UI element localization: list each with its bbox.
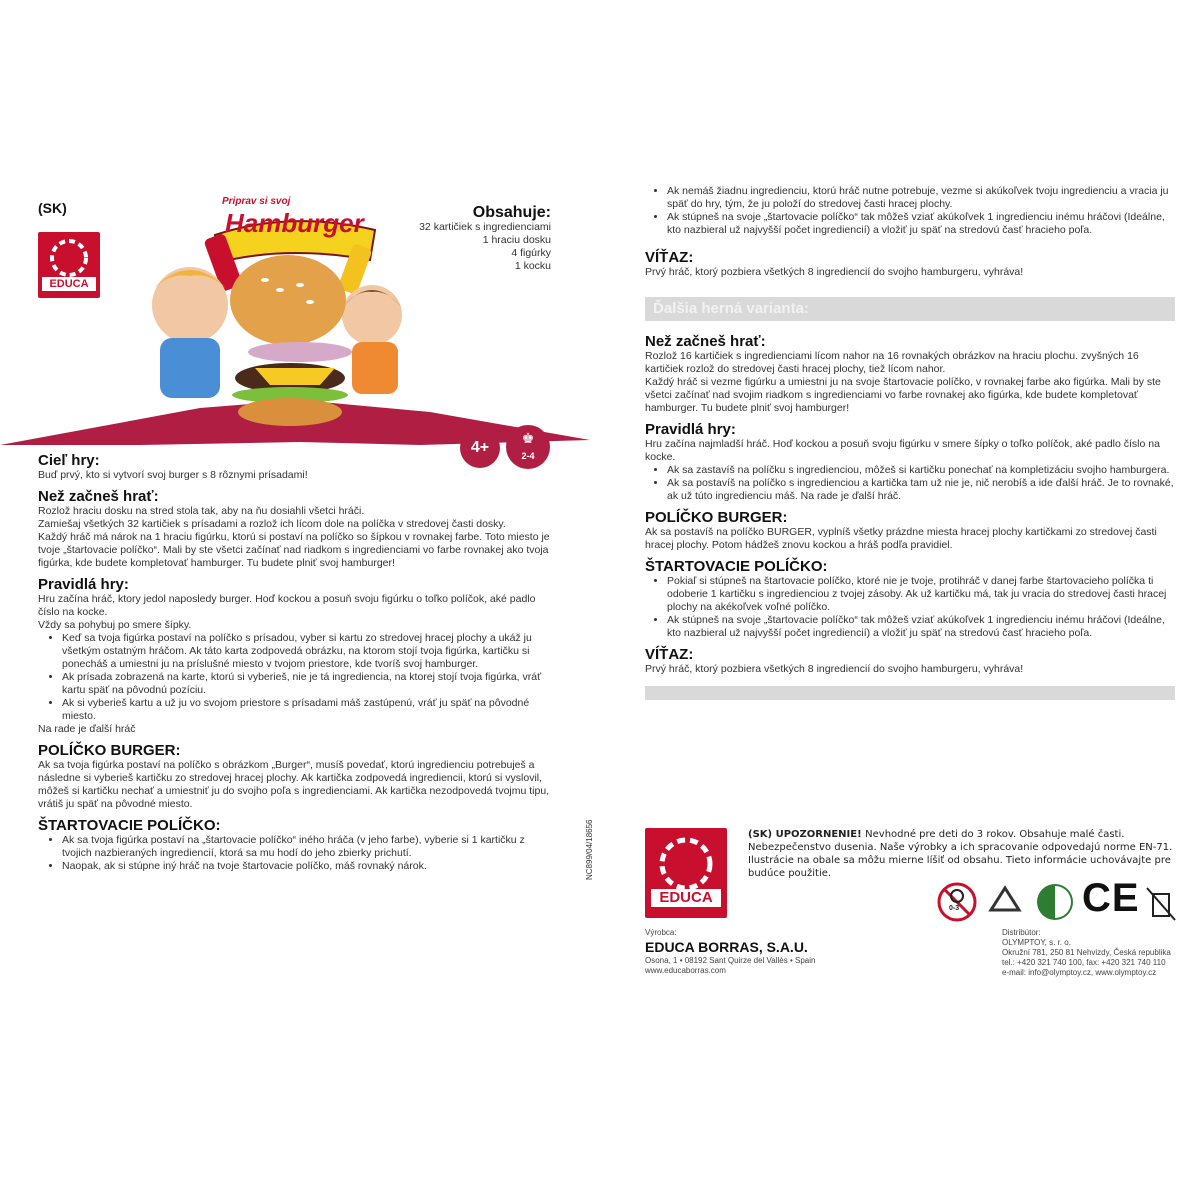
variant-start-title: ŠTARTOVACIE POLÍČKO: [645,558,828,575]
left-rules [38,452,550,873]
variant-winner-text: Prvý hráč, ktorý pozbiera všetkých 8 ingrediencií do svojho hamburgeru, vyhráva! [645,663,1024,675]
variant-before-text: Rozlož 16 kartičiek s ingredienciami lícom nahor na 16 rovnakých obrázkov na hraciu plochu. zvyšných 16 kartičiek rozlož do stredovej časti hracej plochy, tiež lícom nahor. Každý hráč si vezme figúrku a umiestni ju na svoje štartovacie políčko, v rovnakej farbe ako figúrka. Mali by ste všetci začínať nad svojim riadkom s ingredienciami vo farbe rovnakej ako figúrka, kde budete kompletovať hamburger. Tu budete plniť svoj hamburger! [645,350,1161,414]
product-code: NC899/04/18656 [585,819,594,880]
variant-burger-title: POLÍČKO BURGER: [645,509,788,526]
start-field-item: • Ak sa tvoja figúrka postaví na „štartovacie políčko“ iného hráča (v jeho farbe), vyberie si 1 kartičku z tvojich nazbieraných ingrediencií, ktorá sa mu hodí do jeho zbierky prichutí. [62,834,550,860]
game-subtitle: Priprav si svoj [222,196,291,207]
variant-burger-text: Ak sa postavíš na políčko BURGER, vyplníš všetky prázdne miesta hracej plochy kartičkami zo stredovej časti hracej plochy. Potom hádžeš znovu kockou a hráš podľa pravidiel. [645,526,1157,551]
contents-item: 4 figúrky [511,247,551,259]
girl-shirt [352,342,398,394]
variant-start-item: • Pokiaľ si stúpneš na štartovacie políčko, ktoré nie je tvoje, protihráč v danej farbe štartovacieho políčka ti odoberie 1 kartičku s ingredienciou z tvojej zásoby. Ak už kartičku má, tak ju vracia do stredovej časti hracej plochy na akékoľvek voľné políčko. [667,575,1175,614]
recycle-icon [991,888,1019,910]
ce-mark: CE [1082,876,1140,920]
start-field-list [38,834,550,873]
continued-item: • Ak stúpneš na svoje „štartovacie políčko“ tak môžeš vziať akúkoľvek 1 ingredienciu inému hráčovi (Ideálne, kto nazbieral už najvyšší počet ingrediencií) a vložiť ju späť na stredovú časť hracieho poľa. [667,211,1175,237]
safety-icons [935,880,1180,928]
variant-rules-item: • Ak sa zastavíš na políčku s ingredienciou, môžeš si kartičku ponechať na kompletizáciu svojho hamburgera. [667,464,1175,477]
variant-start-item: • Ak stúpneš na svoje „štartovacie políčko“ tak môžeš vziať akúkoľvek 1 ingredienciu inému hráčovi (Ideálne, kto nazbieral už najvyšší počet ingrediencií) a vložiť ju späť na stredovú časť hracieho poľa. [667,614,1175,640]
age-badge-text: 4+ [470,439,490,456]
contents-title: Obsahuje: [472,204,551,221]
distributor [1002,928,1182,978]
dist-phone: tel.: +420 321 740 100, fax: +420 321 740 110 [1002,958,1166,967]
right-page [645,185,1175,700]
educa-logo-bottom-text: EDUCA [659,889,713,906]
dist-address: Okružní 781, 250 81 Nehvizdy, Česká republika [1002,948,1171,957]
continued-item: • Ak nemáš žiadnu ingredienciu, ktorú hráč nutne potrebuje, vezme si akúkoľvek tvoju ingredienciu a vracia ju späť do hry, tým, že ju položí do stredovej časti hracej plochy. [667,185,1175,211]
rules-intro: Hru začína hráč, ktory jedol naposledy burger. Hoď kockou a posuň svoju figúrku o toľko políčok, aké padlo číslo na kocke. Vždy sa pohybuj po smere šípky. [38,593,536,631]
players-badge-text: 2-4 [521,451,535,461]
lang-code: (SK) [38,200,67,216]
burger-field-text: Ak sa tvoja figúrka postaví na políčko s obrázkom „Burger“, musíš povedať, ktorú ingredienciu potrebuješ a následne si vyberieš kartičku zo stredovej hracej plochy. Ak kartička zodpovedá ingrediencii, ktorú si vyslovil, môžeš si kartičku nechať a umiestniť ju do svojho poľa s ingredienciami. Ak kartička nezodpovedá tvojmu tipu, vrátiš ju späť na pôvodné miesto. [38,759,550,810]
green-dot-icon [1037,884,1073,920]
age-warning-label: 0-3 [949,905,960,912]
warning-lang: (SK) [748,829,773,840]
warning-text: Nevhodné pre deti do 3 rokov. Obsahuje malé časti. Nebezpečenstvo dusenia. Naše výrobky a ich spracovanie odpovedajú norme EN-71. Ilustrácie na obale sa môžu mierne líšiť od obsahu. Tieto informácie uchovávajte pre budúce použitie. [748,829,1173,879]
variant-before-title: Než začneš hrať: [645,333,766,350]
variant-rules-title: Pravidlá hry: [645,421,736,438]
before-text: Rozlož hraciu dosku na stred stola tak, aby na ňu dosiahli všetci hráči. Zamiešaj všetkých 32 kartičiek s prísadami a rozlož ich lícom dole na políčka v stredovej časti dosky. Každý hráč má nárok na 1 hraciu figúrku, ktorú si postaví na políčko so šípkou v rovnakej farbe. Toto miesto je tvoje „štartovacie políčko“. Mali by ste všetci začínať nad riadkom s ingredienciami vo farbe rovnakej ako tvoja figúrka, kde budete kompletovať hamburger. Tu budete plniť svoj hamburger! [38,505,550,569]
variant-rules-list [645,464,1175,503]
manufacturer [645,928,925,976]
variant-bar [645,297,1175,321]
boy-head [152,267,228,343]
burger-bottom-bun [238,398,342,426]
educa-logo-text: EDUCA [49,278,89,290]
variant-start-list [645,575,1175,640]
girl-head [342,285,402,345]
burger-onion [248,342,352,362]
maker-address: Osona, 1 • 08192 Sant Quirze del Vallès • Spain [645,956,816,965]
age-warning-icon [939,884,975,920]
variant-title: Ďalšia herná varianta: [653,300,809,317]
start-field-title: ŠTARTOVACIE POLÍČKO: [38,817,221,834]
maker-name: EDUCA BORRAS, S.A.U. [645,939,808,955]
dist-name: OLYMPTOY, s. r. o. [1002,938,1071,947]
start-field-item: • Naopak, ak si stúpne iný hráč na tvoje štartovacie políčko, máš rovnaký nárok. [62,860,550,873]
goal-text: Buď prvý, kto si vytvorí svoj burger s 8 rôznymi prísadami! [38,469,308,481]
warning-label: UPOZORNENIE! [775,829,862,840]
contents-item: 1 kocku [514,260,551,272]
winner-text: Prvý hráč, ktorý pozbiera všetkých 8 ingrediencií do svojho hamburgeru, vyhráva! [645,266,1024,278]
maker-label: Výrobca: [645,928,677,937]
goal-title: Cieľ hry: [38,452,100,469]
rules-title: Pravidlá hry: [38,576,129,593]
variant-rules-item: • Ak sa postavíš na políčko s ingredienciou a kartička tam už nie je, nič nerobíš a ide ďalší hráč. Je to rovnaké, ak už túto ingredienciu máš. Na rade je ďalší hráč. [667,477,1175,503]
dist-label: Distribútor: [1002,928,1041,937]
burger-field-title: POLÍČKO BURGER: [38,742,181,759]
dist-email: e-mail: info@olymptoy.cz, www.olymptoy.cz [1002,968,1157,977]
rules-item: • Keď sa tvoja figúrka postaví na políčko s prísadou, vyber si kartu zo stredovej hracej plochy a ukáž ju všetkým ostatným hráčom. Ak táto karta zodpovedá obrázku, na ktorom stojí tvoja figúrka, kartičku si ponecháš a umiestni ju na príslušné miesto v tvojom priestore, kde tvoríš svoj hamburger. [62,632,550,671]
warning-text-block [748,828,1176,880]
contents-item: 1 hraciu dosku [482,234,551,246]
game-title: Hamburger [225,208,364,238]
educa-logo-bottom [645,828,727,918]
boy-shirt [160,338,220,398]
rules-item: • Ak prísada zobrazená na karte, ktorú si vyberieš, nie je tá ingrediencia, na ktorej stojí tvoja figúrka, vráť kartu späť na pôvodnú pozíciu. [62,671,550,697]
warning-divider [645,686,1175,700]
burger-top-bun [230,255,346,345]
rules-outro: Na rade je ďalší hráč [38,723,136,735]
before-title: Než začneš hrať: [38,488,159,505]
maker-website: www.educaborras.com [645,966,726,975]
contents-item: 32 kartičiek s ingredienciami [419,221,551,233]
variant-winner-title: VÍŤAZ: [645,646,694,663]
rules-item: • Ak si vyberieš kartu a už ju vo svojom priestore s prísadami máš zastúpenú, vráť ju späť na pôvodné miesto. [62,697,550,723]
continued-list [645,185,1175,237]
rules-list [38,632,550,723]
waste-bin-icon [1147,888,1175,920]
variant-rules-intro: Hru začína najmladší hráč. Hoď kockou a posuň svoju figúrku v smere šípky o toľko políčok, aké padlo číslo na kocke. [645,438,1160,463]
winner-title: VÍŤAZ: [645,249,694,266]
players-icon: ♚ [521,430,535,446]
